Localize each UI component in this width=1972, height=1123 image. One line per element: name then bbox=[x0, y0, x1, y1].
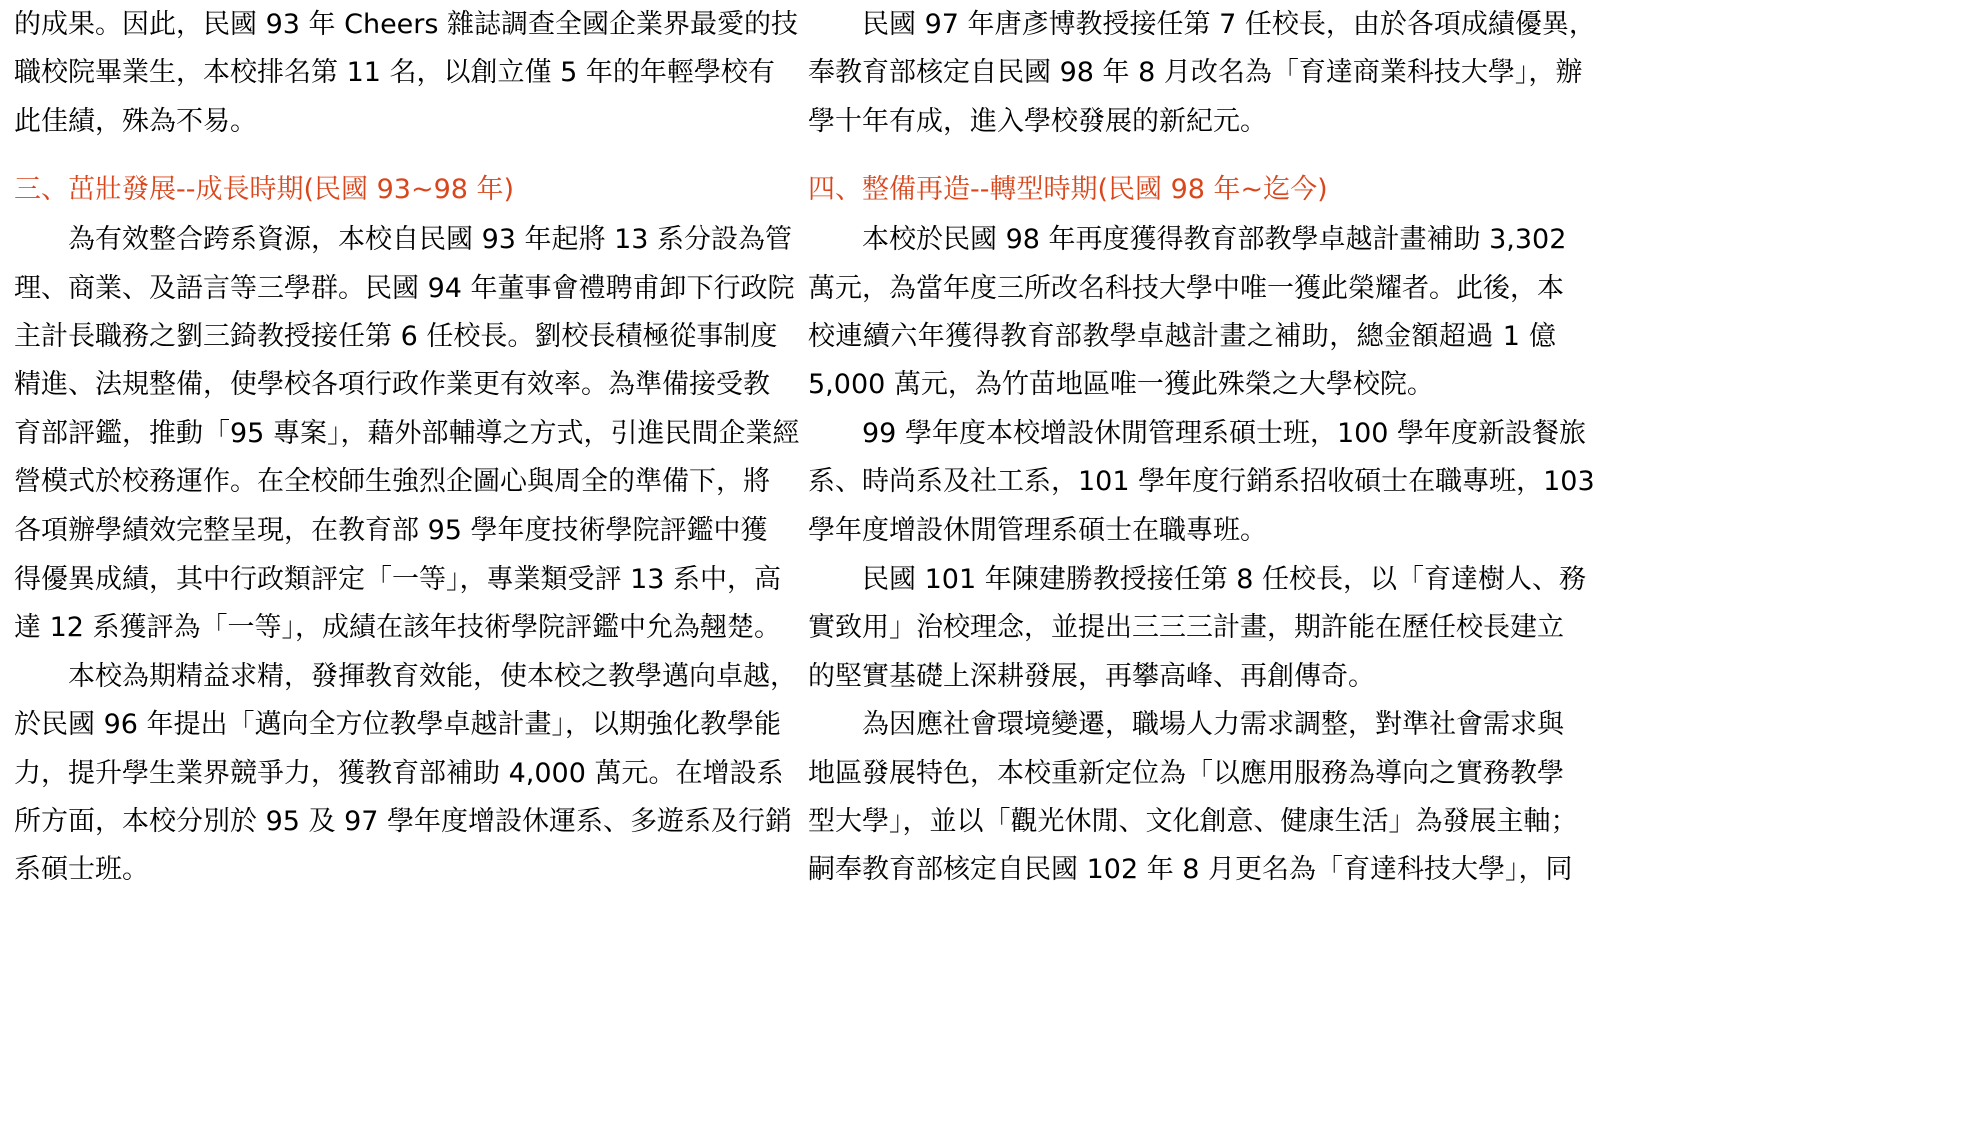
text-line: 為有效整合跨系資源，本校自民國 93 年起將 13 系分設為管 bbox=[68, 224, 793, 255]
text-line: 達 12 系獲評為「一等」，成績在該年技術學院評鑑中允為翹楚。 bbox=[14, 612, 782, 643]
text-line: 各項辦學績效完整呈現，在教育部 95 學年度技術學院評鑑中獲 bbox=[14, 515, 768, 546]
text-line: 此佳績，殊為不易。 bbox=[14, 106, 257, 137]
text-line: 學年度增設休閒管理系碩士在職專班。 bbox=[808, 515, 1267, 546]
text-line: 學十年有成，進入學校發展的新紀元。 bbox=[808, 106, 1267, 137]
text-line: 萬元，為當年度三所改名科技大學中唯一獲此榮耀者。此後，本 bbox=[808, 273, 1564, 304]
text-line: 育部評鑑，推動「95 專案」，藉外部輔導之方式，引進民間企業經 bbox=[14, 418, 800, 449]
section-heading-transformation-period: 四、整備再造--轉型時期(民國 98 年~迄今) bbox=[808, 174, 1328, 205]
text-line: 地區發展特色，本校重新定位為「以應用服務為導向之實務教學 bbox=[808, 758, 1564, 789]
text-line: 職校院畢業生，本校排名第 11 名，以創立僅 5 年的年輕學校有 bbox=[14, 57, 775, 88]
text-line: 力，提升學生業界競爭力，獲教育部補助 4,000 萬元。在增設系 bbox=[14, 758, 784, 789]
text-line: 型大學」，並以「觀光休閒、文化創意、健康生活」為發展主軸； bbox=[808, 806, 1578, 837]
text-line: 5,000 萬元，為竹苗地區唯一獲此殊榮之大學校院。 bbox=[808, 369, 1434, 400]
text-line: 主計長職務之劉三錡教授接任第 6 任校長。劉校長積極從事制度 bbox=[14, 321, 778, 352]
text-line: 得優異成績，其中行政類評定「一等」，專業類受評 13 系中，高 bbox=[14, 564, 782, 595]
text-line: 奉教育部核定自民國 98 年 8 月改名為「育達商業科技大學」，辦 bbox=[808, 57, 1583, 88]
text-line: 嗣奉教育部核定自民國 102 年 8 月更名為「育達科技大學」，同 bbox=[808, 854, 1573, 885]
text-line: 民國 101 年陳建勝教授接任第 8 任校長，以「育達樹人、務 bbox=[862, 564, 1587, 595]
text-line: 為因應社會環境變遷，職場人力需求調整，對準社會需求與 bbox=[862, 709, 1564, 740]
text-line: 99 學年度本校增設休閒管理系碩士班，100 學年度新設餐旅 bbox=[862, 418, 1587, 449]
text-line: 校連續六年獲得教育部教學卓越計畫之補助，總金額超過 1 億 bbox=[808, 321, 1556, 352]
text-line: 營模式於校務運作。在全校師生強烈企圖心與周全的準備下，將 bbox=[14, 466, 770, 497]
text-line: 於民國 96 年提出「邁向全方位教學卓越計畫」，以期強化教學能 bbox=[14, 709, 782, 740]
text-line: 的堅實基礎上深耕發展，再攀高峰、再創傳奇。 bbox=[808, 661, 1375, 692]
text-line: 所方面，本校分別於 95 及 97 學年度增設休運系、多遊系及行銷 bbox=[14, 806, 793, 837]
text-line: 實致用」治校理念，並提出三三三計畫，期許能在歷任校長建立 bbox=[808, 612, 1564, 643]
text-line: 系碩士班。 bbox=[14, 854, 149, 885]
text-line: 本校於民國 98 年再度獲得教育部教學卓越計畫補助 3,302 bbox=[862, 224, 1567, 255]
text-line: 精進、法規整備，使學校各項行政作業更有效率。為準備接受教 bbox=[14, 369, 770, 400]
text-line: 理、商業、及語言等三學群。民國 94 年董事會禮聘甫卸下行政院 bbox=[14, 273, 795, 304]
text-line: 系、時尚系及社工系，101 學年度行銷系招收碩士在職專班，103 bbox=[808, 466, 1595, 497]
text-line: 的成果。因此，民國 93 年 Cheers 雜誌調查全國企業界最愛的技 bbox=[14, 9, 799, 40]
text-line: 本校為期精益求精，發揮教育效能，使本校之教學邁向卓越， bbox=[68, 661, 797, 692]
text-line: 民國 97 年唐彥博教授接任第 7 任校長，由於各項成績優異， bbox=[862, 9, 1596, 40]
section-heading-growth-period: 三、茁壯發展--成長時期(民國 93~98 年) bbox=[14, 174, 515, 205]
